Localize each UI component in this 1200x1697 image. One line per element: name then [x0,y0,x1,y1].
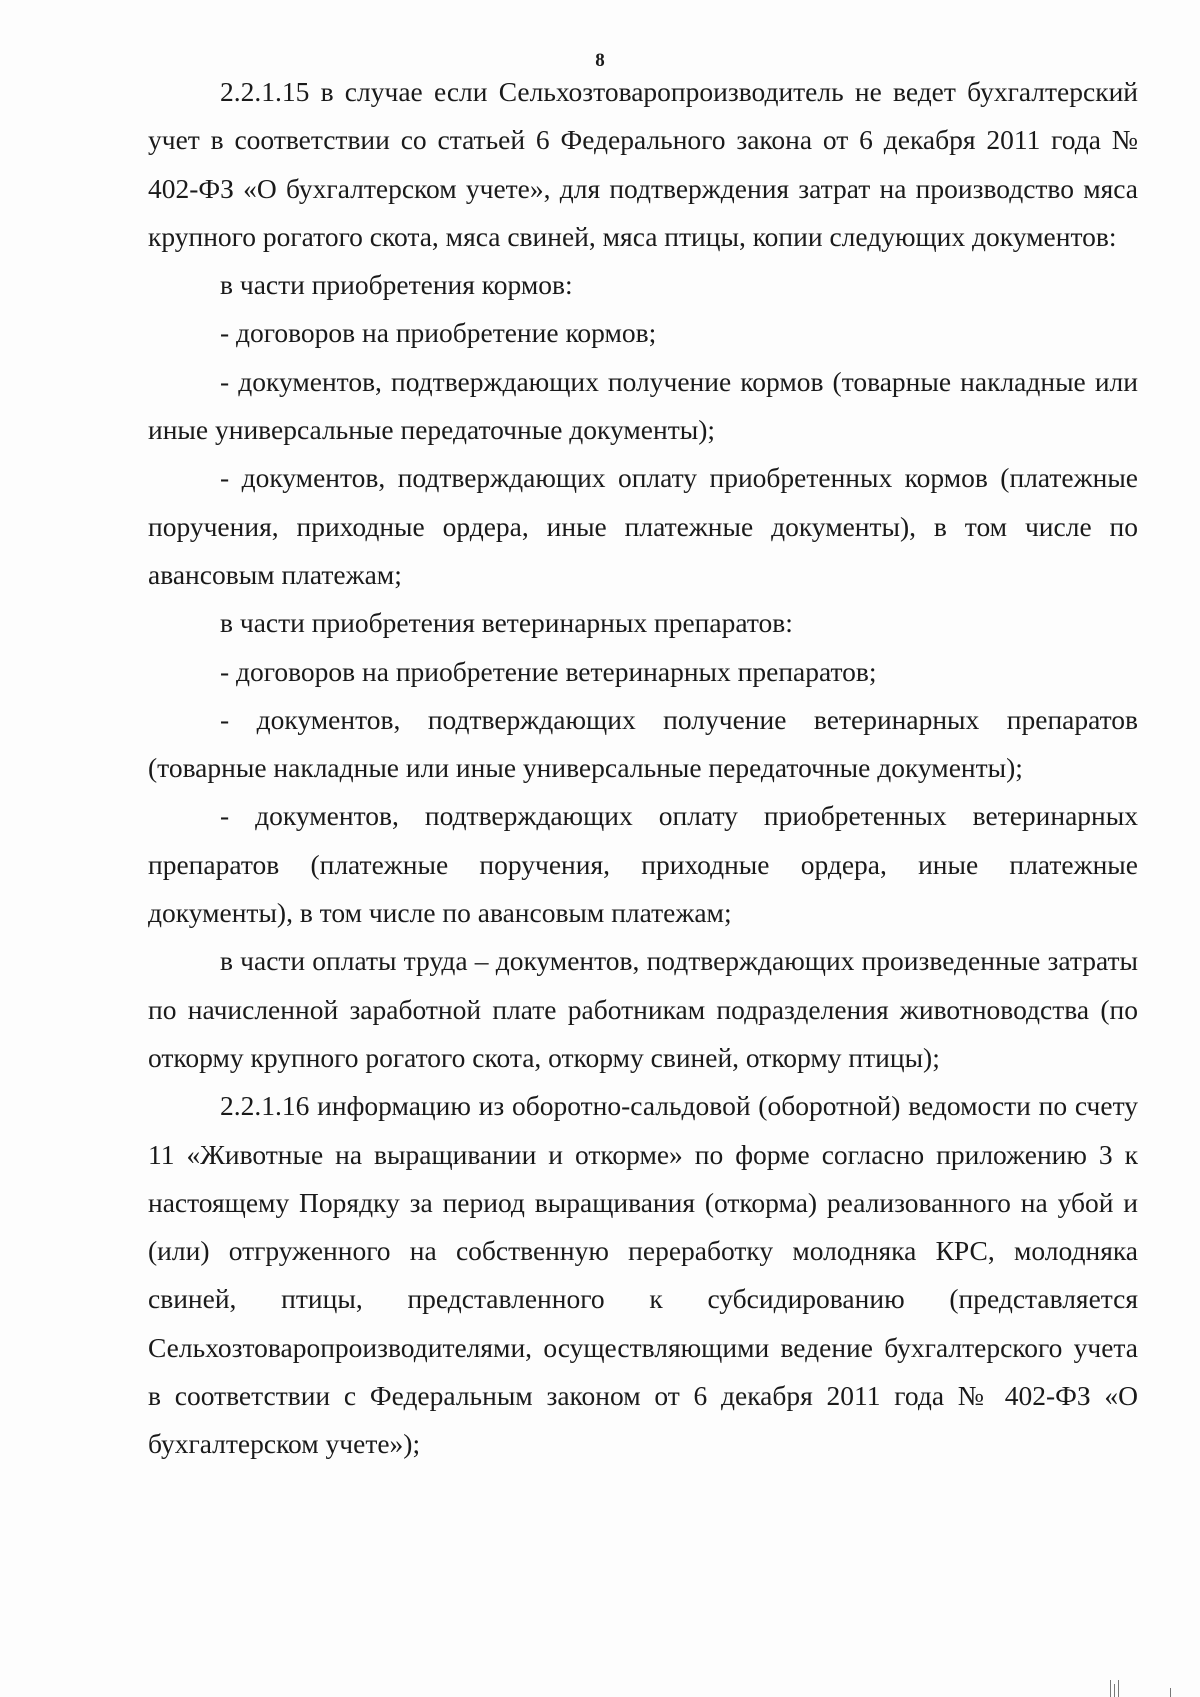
paragraph-2-2-1-16: 2.2.1.16 информацию из оборотно-сальдовой (оборотной) ведомости по счету 11 «Животные на выращивании и откорме» по форме согласно приложению 3 к настоящему Порядку за период выращивания (откорма) реализованного на убой и (или) отгруженного на собственную переработку молодняка КРС, молодняка свиней, птицы, представленного к субсидированию (представляется Сельхозтоваропроизводителями, осуществляющими ведение бухгалтерского учета в соответствии с Федеральным законом от 6 декабря 2011 года № 402-ФЗ «О бухгалтерском учете»); [148,1090,1138,1460]
paragraph-feed-heading: в части приобретения кормов: [220,269,573,301]
paragraph-vet-heading: в части приобретения ветеринарных препаратов: [220,607,793,639]
scan-mark [1118,1680,1119,1697]
scan-mark [1114,1684,1115,1697]
paragraph-feed-receipt-docs: - документов, подтверждающих получение кормов (товарные накладные или иные универсальные передаточные документы); [148,365,1138,446]
scan-mark [1170,1688,1171,1697]
paragraph-vet-payment-docs: - документов, подтверждающих оплату приобретенных ветеринарных препаратов (платежные поручения, приходные ордера, иные платежные документы), в том числе по авансовым платежам; [148,800,1138,929]
paragraph-feed-payment-docs: - документов, подтверждающих оплату приобретенных кормов (платежные поручения, приходные ордера, иные платежные документы), в том числе по авансовым платежам; [148,462,1138,590]
scan-mark [1110,1680,1111,1697]
paragraph-feed-contracts: - договоров на приобретение кормов; [220,317,657,349]
document-body [148,68,1138,1469]
paragraph-vet-receipt-docs: - документов, подтверждающих получение ветеринарных препаратов (товарные накладные или иные универсальные передаточные документы); [148,703,1138,784]
paragraph-2-2-1-15: 2.2.1.15 в случае если Сельхозтоваропроизводитель не ведет бухгалтерский учет в соответствии со статьей 6 Федерального закона от 6 декабря 2011 года № 402-ФЗ «О бухгалтерском учете», для подтверждения затрат на производство мяса крупного рогатого скота, мяса свиней, мяса птицы, копии следующих документов: [148,76,1138,252]
page-number: 8 [595,50,605,71]
paragraph-labor-costs: в части оплаты труда – документов, подтверждающих произведенные затраты по начисленной заработной плате работникам подразделения животноводства (по откорму крупного рогатого скота, откорму свиней, откорму птицы); [148,945,1138,1073]
paragraph-vet-contracts: - договоров на приобретение ветеринарных препаратов; [220,655,877,687]
